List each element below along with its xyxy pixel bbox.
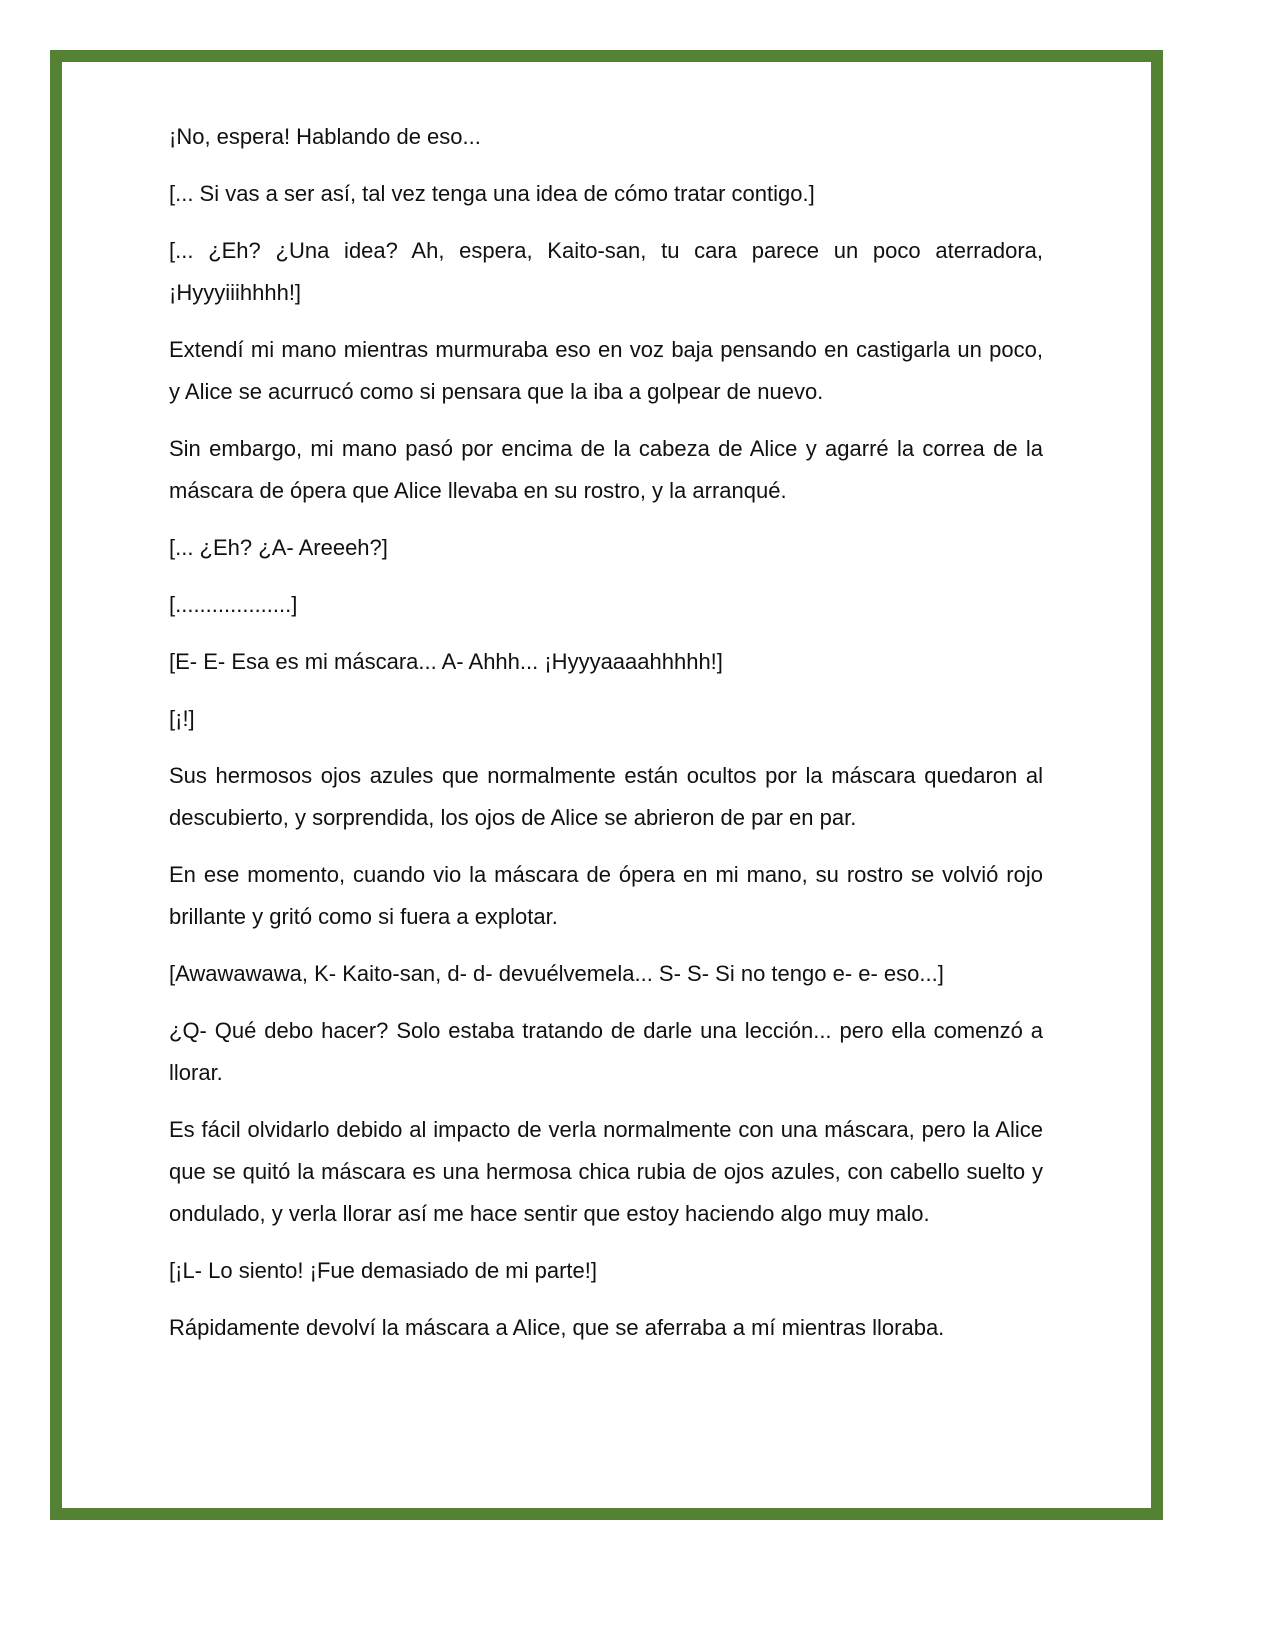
paragraph: Sin embargo, mi mano pasó por encima de la cabeza de Alice y agarré la correa de la máscara de ópera que Alice llevaba en su rostro, y la arranqué. xyxy=(169,436,1043,503)
paragraph: Sus hermosos ojos azules que normalmente están ocultos por la máscara quedaron al descubierto, y sorprendida, los ojos de Alice se abrieron de par en par. xyxy=(169,763,1043,830)
paragraph: [... ¿Eh? ¿Una idea? Ah, espera, Kaito-san, tu cara parece un poco aterradora, ¡Hyyyiiihhhh!] xyxy=(169,238,1043,305)
document-body xyxy=(169,116,1043,1364)
paragraph: [Awawawawa, K- Kaito-san, d- d- devuélvemela... S- S- Si no tengo e- e- eso...] xyxy=(169,961,944,986)
paragraph: [¡!] xyxy=(169,706,195,731)
paragraph: [¡L- Lo siento! ¡Fue demasiado de mi parte!] xyxy=(169,1258,597,1283)
paragraph: [... ¿Eh? ¿A- Areeeh?] xyxy=(169,535,388,560)
paragraph: [... Si vas a ser así, tal vez tenga una idea de cómo tratar contigo.] xyxy=(169,181,815,206)
paragraph: [...................] xyxy=(169,592,298,617)
paragraph: Rápidamente devolví la máscara a Alice, que se aferraba a mí mientras lloraba. xyxy=(169,1315,945,1340)
paragraph: Es fácil olvidarlo debido al impacto de verla normalmente con una máscara, pero la Alice que se quitó la máscara es una hermosa chica rubia de ojos azules, con cabello suelto y ondulado, y verla llorar así me hace sentir que estoy haciendo algo muy malo. xyxy=(169,1117,1043,1226)
paragraph: ¡No, espera! Hablando de eso... xyxy=(169,124,481,149)
paragraph: [E- E- Esa es mi máscara... A- Ahhh... ¡Hyyyaaaahhhhh!] xyxy=(169,649,723,674)
paragraph: ¿Q- Qué debo hacer? Solo estaba tratando de darle una lección... pero ella comenzó a llorar. xyxy=(169,1018,1043,1085)
paragraph: En ese momento, cuando vio la máscara de ópera en mi mano, su rostro se volvió rojo brillante y gritó como si fuera a explotar. xyxy=(169,862,1043,929)
paragraph: Extendí mi mano mientras murmuraba eso en voz baja pensando en castigarla un poco, y Alice se acurrucó como si pensara que la iba a golpear de nuevo. xyxy=(169,337,1043,404)
